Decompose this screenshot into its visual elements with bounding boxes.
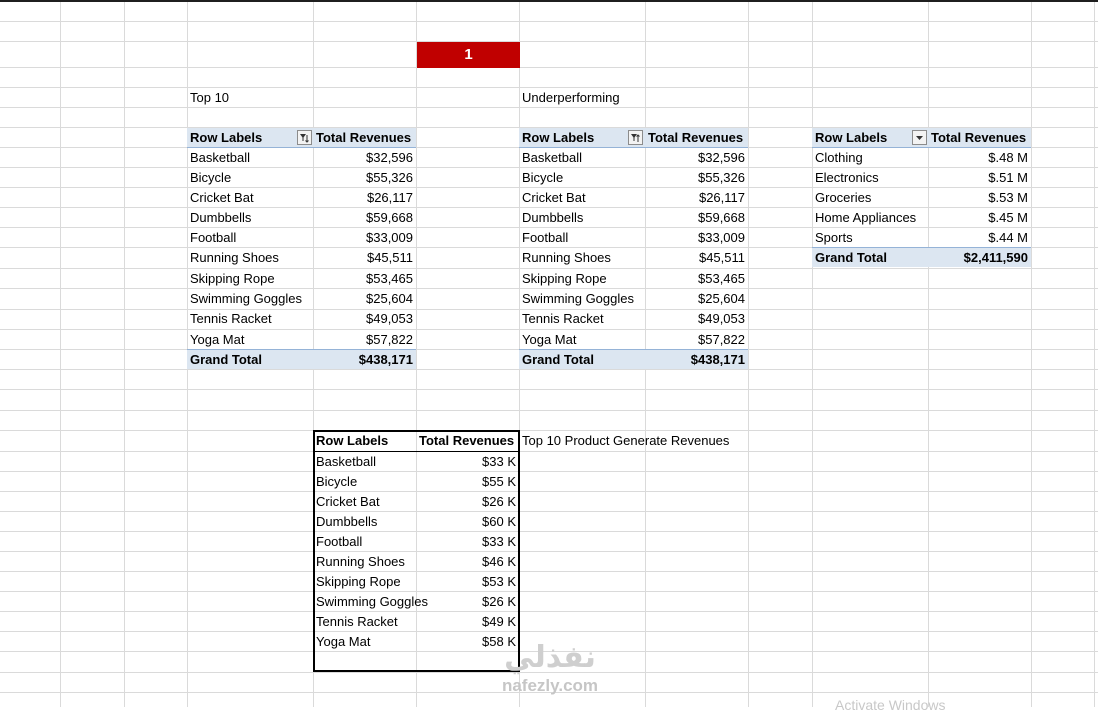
pivot2-row-label[interactable]: Swimming Goggles [522,291,634,306]
pivot4-row-label[interactable]: Cricket Bat [316,494,380,509]
pivot2-row-value[interactable]: $26,117 [698,190,745,205]
activate-windows-text: Activate Windows [835,697,946,713]
pivot2-row-value[interactable]: $49,053 [698,311,745,326]
pivot3-row-label[interactable]: Electronics [815,170,879,185]
dropdown-arrow-icon[interactable] [912,130,927,145]
pivot1-row-value[interactable]: $57,822 [366,332,413,347]
pivot2-row-value[interactable]: $25,604 [698,291,745,306]
pivot2-row-label[interactable]: Yoga Mat [522,332,577,347]
pivot1-row-label[interactable]: Swimming Goggles [190,291,302,306]
pivot4-row-label[interactable]: Running Shoes [316,554,405,569]
pivot3-header-total[interactable]: Total Revenues [928,128,1031,148]
pivot2-row-label[interactable]: Bicycle [522,170,564,185]
pivot1-header-row-labels[interactable]: Row Labels [187,128,313,148]
pivot4-row-label[interactable]: Tennis Racket [316,614,398,629]
label-top10-product[interactable]: Top 10 Product Generate Revenues [522,433,730,448]
watermark-arabic: نفذلي [504,641,596,674]
pivot3-row-label[interactable]: Clothing [815,150,863,165]
pivot1-row-value[interactable]: $59,668 [366,210,413,225]
pivot4-row-value[interactable]: $58 K [482,634,516,649]
pivot2-row-label[interactable]: Running Shoes [522,250,611,265]
pivot1-header-total[interactable]: Total Revenues [313,128,416,148]
pivot2-grand-total-label[interactable]: Grand Total [519,349,645,369]
pivot2-grand-total-value[interactable]: $438,171 [645,349,748,369]
pivot1-row-label[interactable]: Football [190,230,237,245]
label-top10[interactable]: Top 10 [190,90,230,105]
pivot3-row-value[interactable]: $.45 M [988,210,1028,225]
pivot1-row-value[interactable]: $45,511 [366,250,413,265]
pivot1-row-label[interactable]: Running Shoes [190,250,279,265]
pivot4-row-value[interactable]: $26 K [482,494,516,509]
pivot1-row-value[interactable]: $49,053 [366,311,413,326]
filter-applied-icon[interactable] [628,130,643,145]
pivot2-row-label[interactable]: Skipping Rope [522,271,607,286]
pivot2-row-label[interactable]: Football [522,230,569,245]
pivot3-row-value[interactable]: $.44 M [988,230,1028,245]
pivot2-row-value[interactable]: $59,668 [698,210,745,225]
pivot1-grand-total-value[interactable]: $438,171 [313,349,416,369]
pivot3-row-value[interactable]: $.53 M [988,190,1028,205]
pivot3-row-label[interactable]: Home Appliances [815,210,917,225]
pivot4-row-label[interactable]: Skipping Rope [316,574,401,589]
pivot2-header-row-labels[interactable]: Row Labels [519,128,645,148]
pivot3-row-value[interactable]: $.51 M [988,170,1028,185]
pivot2-header-total[interactable]: Total Revenues [645,128,748,148]
pivot2-row-value[interactable]: $57,822 [698,332,745,347]
pivot2-row-label[interactable]: Tennis Racket [522,311,604,326]
pivot3-grand-total-value[interactable]: $2,411,590 [928,247,1031,267]
pivot4-row-label[interactable]: Swimming Goggles [316,594,428,609]
top-border [0,0,1098,2]
pivot1-row-value[interactable]: $33,009 [366,230,413,245]
pivot2-row-value[interactable]: $33,009 [698,230,745,245]
pivot1-row-label[interactable]: Basketball [190,150,250,165]
pivot4-row-label[interactable]: Yoga Mat [316,634,371,649]
pivot1-row-value[interactable]: $25,604 [366,291,413,306]
pivot4-row-label[interactable]: Basketball [316,454,376,469]
pivot2-row-value[interactable]: $55,326 [698,170,745,185]
pivot3-row-value[interactable]: $.48 M [988,150,1028,165]
pivot2-row-label[interactable]: Basketball [522,150,582,165]
pivot2-row-value[interactable]: $32,596 [698,150,745,165]
pivot4-row-label[interactable]: Football [316,534,363,549]
pivot4-row-value[interactable]: $33 K [482,534,516,549]
pivot1-row-label[interactable]: Skipping Rope [190,271,275,286]
pivot2-row-label[interactable]: Cricket Bat [522,190,586,205]
pivot1-row-label[interactable]: Tennis Racket [190,311,272,326]
pivot4-row-value[interactable]: $60 K [482,514,516,529]
pivot1-row-label[interactable]: Yoga Mat [190,332,245,347]
pivot1-row-value[interactable]: $53,465 [366,271,413,286]
pivot1-row-label[interactable]: Cricket Bat [190,190,254,205]
pivot4-row-label[interactable]: Bicycle [316,474,358,489]
pivot4-row-value[interactable]: $26 K [482,594,516,609]
watermark-latin: nafezly.com [501,676,599,695]
marker-cell[interactable]: 1 [417,42,520,68]
pivot4-header-total[interactable]: Total Revenues [419,433,515,448]
label-underperforming[interactable]: Underperforming [522,90,620,105]
pivot4-header-row-labels[interactable]: Row Labels [316,433,389,448]
pivot4-row-label[interactable]: Dumbbells [316,514,378,529]
pivot4-row-value[interactable]: $33 K [482,454,516,469]
pivot4-row-value[interactable]: $53 K [482,574,516,589]
pivot2-row-value[interactable]: $53,465 [698,271,745,286]
pivot1-row-value[interactable]: $55,326 [366,170,413,185]
pivot3-header-row-labels[interactable]: Row Labels [812,128,928,148]
pivot4-row-value[interactable]: $49 K [482,614,516,629]
pivot3-row-label[interactable]: Sports [815,230,853,245]
pivot3-row-label[interactable]: Groceries [815,190,872,205]
filter-applied-icon[interactable] [297,130,312,145]
pivot1-grand-total-label[interactable]: Grand Total [187,349,313,369]
pivot3-grand-total-label[interactable]: Grand Total [812,247,928,267]
pivot1-row-value[interactable]: $32,596 [366,150,413,165]
pivot2-row-label[interactable]: Dumbbells [522,210,584,225]
pivot1-row-label[interactable]: Dumbbells [190,210,252,225]
pivot1-row-label[interactable]: Bicycle [190,170,232,185]
pivot1-row-value[interactable]: $26,117 [366,190,413,205]
pivot4-row-value[interactable]: $46 K [482,554,516,569]
pivot4-row-value[interactable]: $55 K [482,474,516,489]
pivot2-row-value[interactable]: $45,511 [698,250,745,265]
